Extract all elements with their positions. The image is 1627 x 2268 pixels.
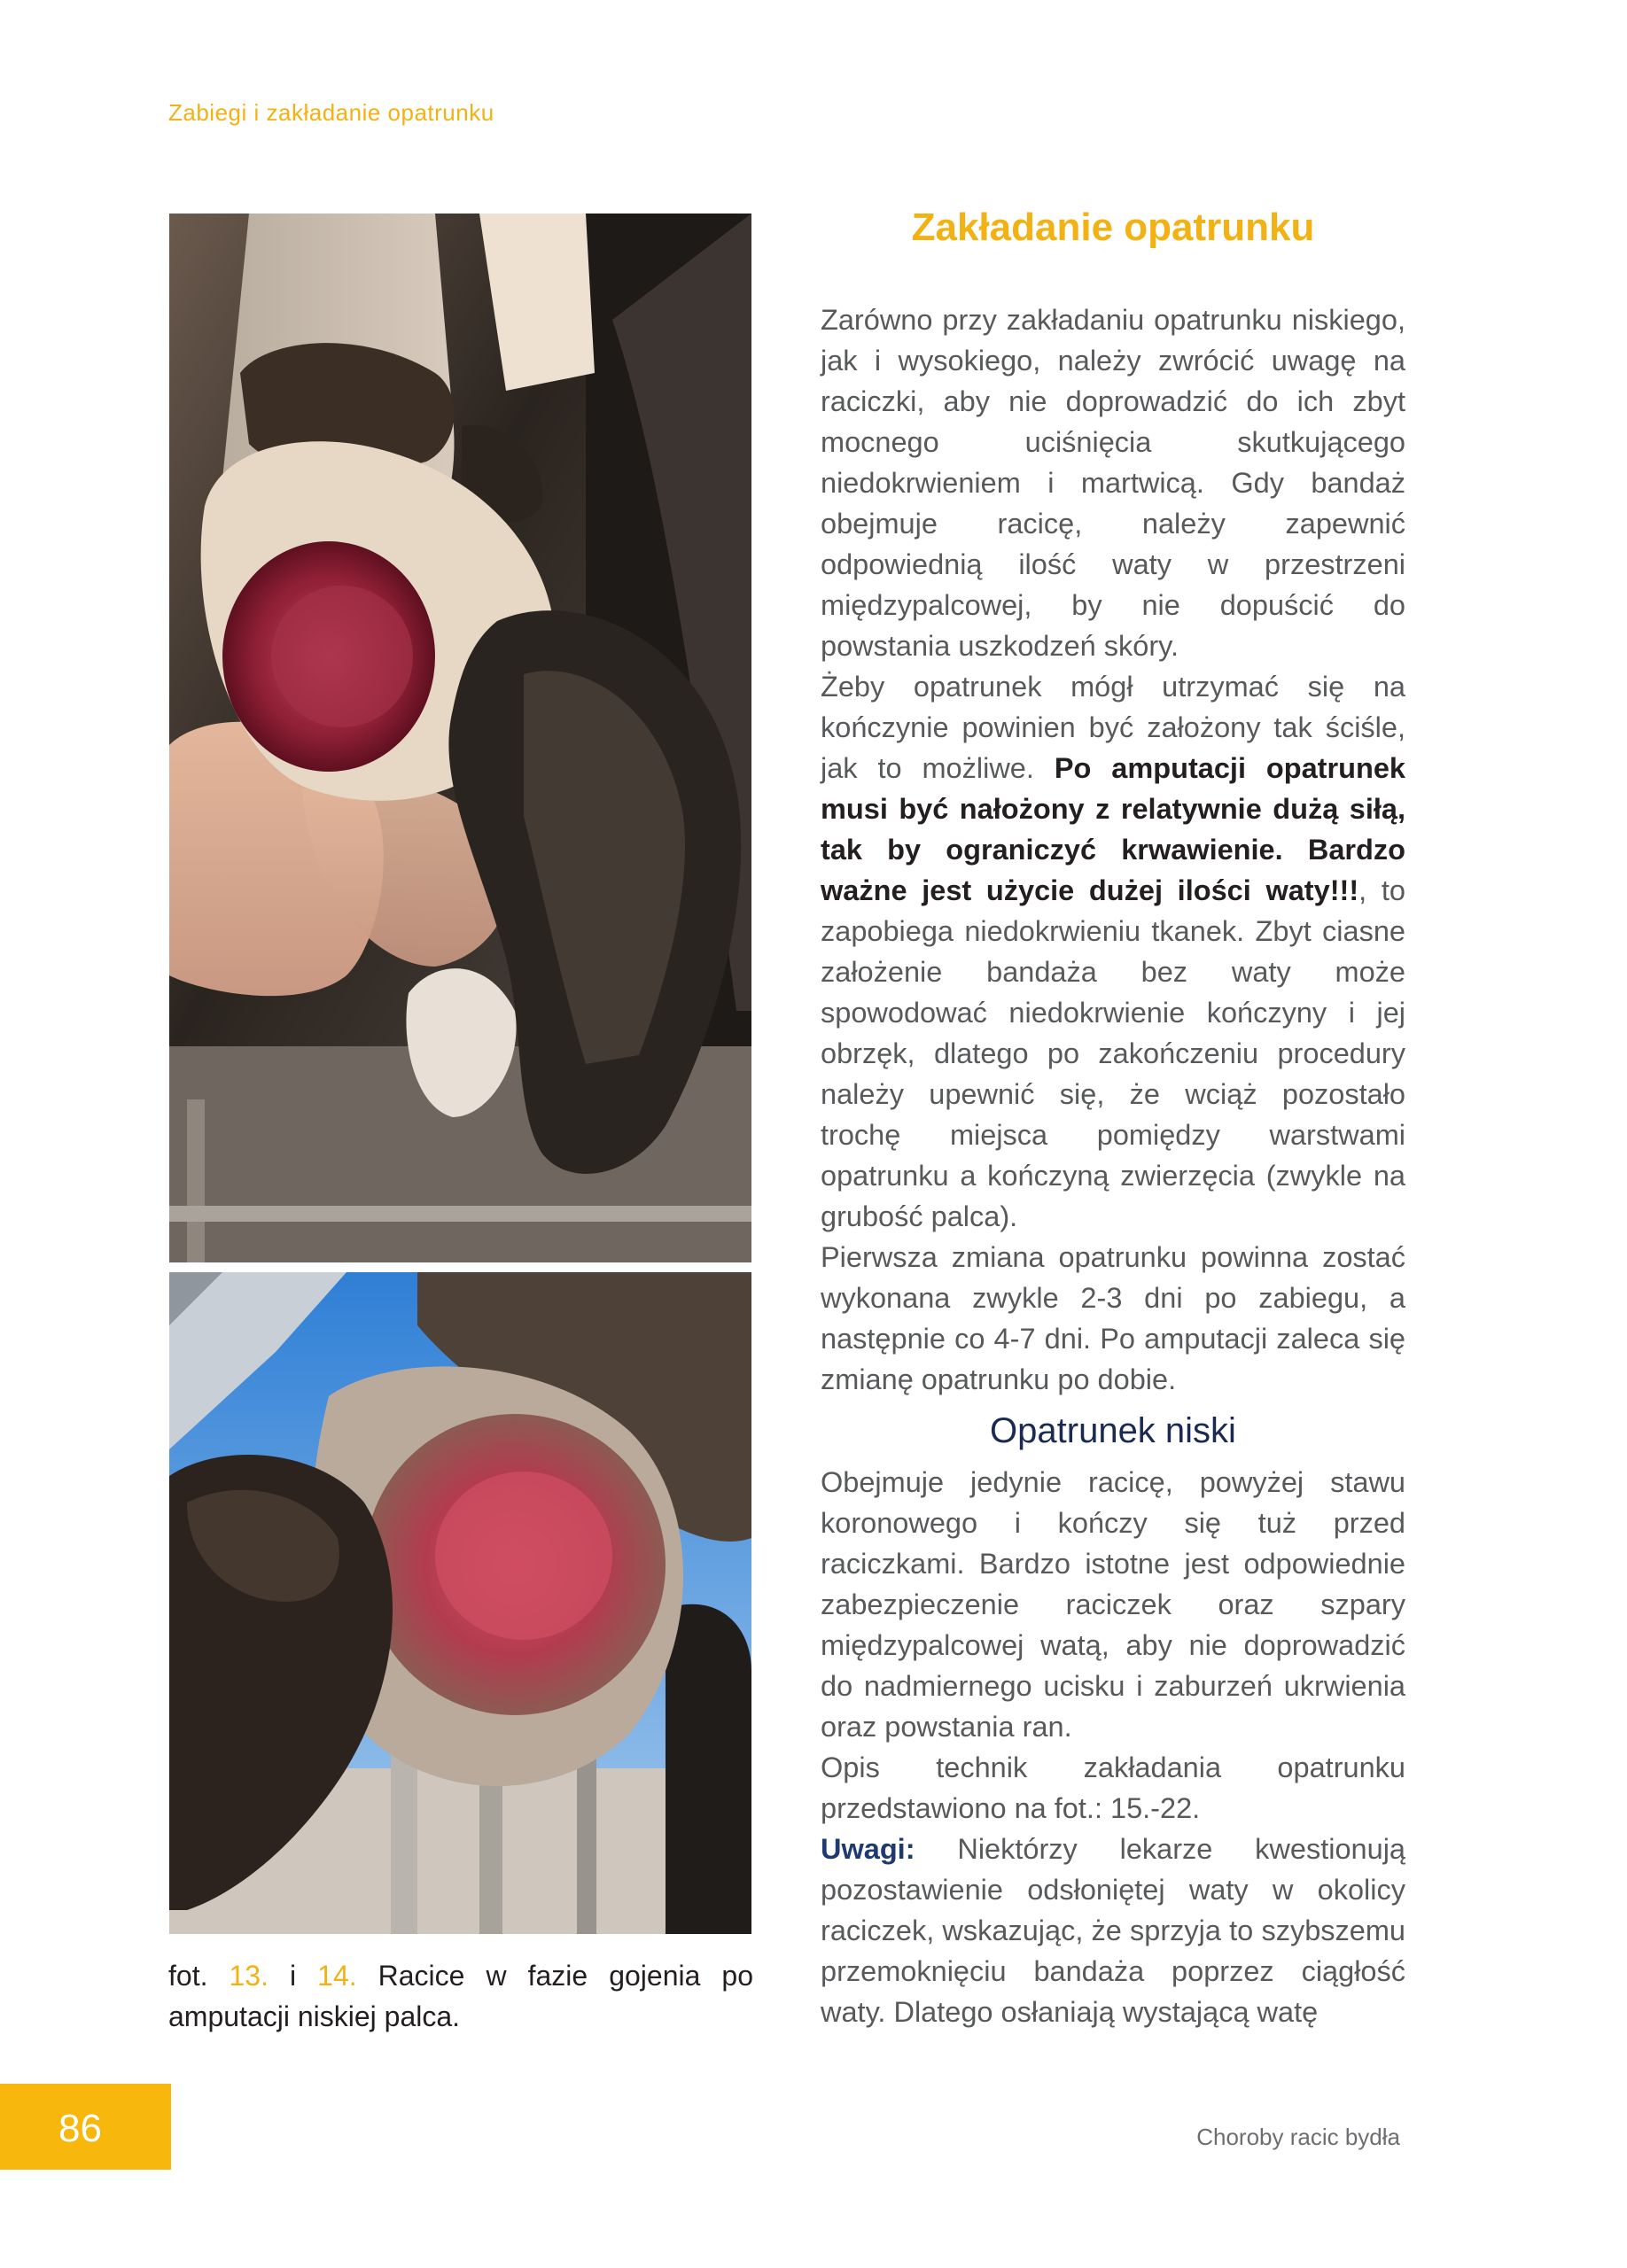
photo-hoof-healing-1 [169,214,751,1262]
paragraph-2: Żeby opatrunek mógł utrzymać się na kończynie powinien być założony tak ściśle, jak to możliwe. Po amputacji opatrunek musi być nałożony z relatywnie dużą siłą, tak by ograniczyć krwawienie. Bardzo ważne jest użycie dużej ilości waty!!!, to zapobiega niedokrwieniu tkanek. Zbyt ciasne założenie bandaża bez waty może spowodować niedokrwienie kończyny i jej obrzęk, dlatego po zakończeniu procedury należy upewnić się, że wciąż pozostało trochę miejsca pomiędzy warstwami opatrunku a kończyną zwierzęcia (zwykle na grubość palca). [821,671,1406,1232]
paragraph-3: Pierwsza zmiana opatrunku powinna zostać wykonana zwykle 2-3 dni po zabiegu, a następnie co 4-7 dni. Po amputacji zaleca się zmianę opatrunku po dobie. [821,1241,1405,1395]
footer-book-title: Choroby racic bydła [1196,2124,1400,2150]
photo-hoof-healing-2 [169,1272,751,1934]
subsection-text-block [821,1462,1405,2032]
page-number: 86 [58,2107,102,2150]
running-header: Zabiegi i zakładanie opatrunku [168,99,494,126]
paragraph-4: Obejmuje jedynie racicę, powyżej stawu koronowego i kończy się tuż przed raciczkami. Bardzo istotne jest odpowiednie zabezpieczenie raciczek oraz szpary międzypalcowej watą, aby nie doprowadzić do nadmiernego ucisku i zaburzeń ukrwienia oraz powstania ran. [821,1466,1405,1743]
paragraph-5: Opis technik zakładania opatrunku przedstawiono na fot.: 15.-22. [821,1751,1405,1824]
section-title: Zakładanie opatrunku [911,206,1315,249]
subsection-title: Opatrunek niski [990,1411,1236,1450]
main-text-block [821,299,1405,1400]
photo-caption: fot. 13. i 14. Racice w fazie gojenia po amputacji niskiej palca. [168,1960,754,2032]
note-paragraph: Uwagi: Niektórzy lekarze kwestionują pozostawienie odsłoniętej waty w okolicy raciczek, wskazując, że sprzyja to szybszemu przemoknięciu bandaża poprzez ciągłość waty. Dlatego osłaniają wystającą watę [821,1833,1405,2028]
paragraph-1: Zarówno przy zakładaniu opatrunku niskiego, jak i wysokiego, należy zwrócić uwagę na raciczki, aby nie doprowadzić do ich zbyt mocnego uciśnięcia skutkującego niedokrwieniem i martwicą. Gdy bandaż obejmuje racicę, należy zapewnić odpowiednią ilość waty w przestrzeni międzypalcowej, by nie dopuścić do powstania uszkodzeń skóry. [821,304,1405,662]
